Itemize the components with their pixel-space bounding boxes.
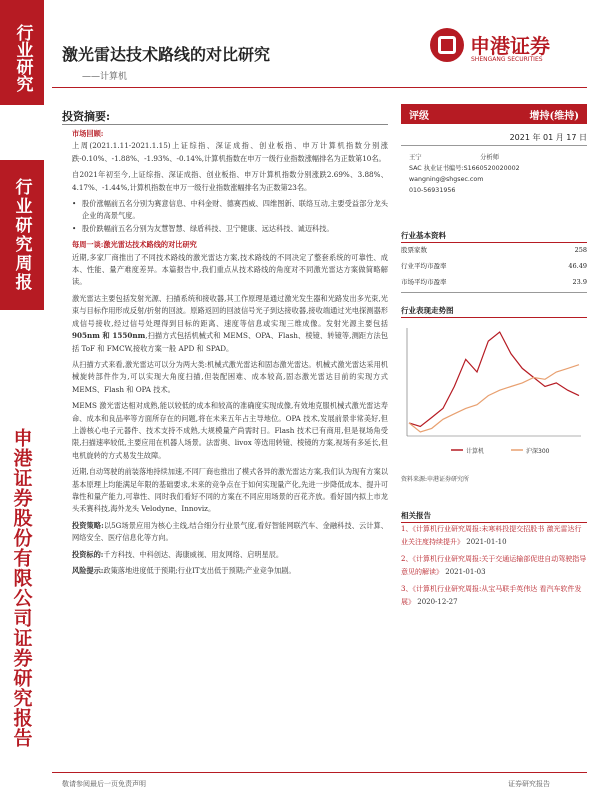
page-title: 激光雷达技术路线的对比研究 bbox=[62, 45, 271, 64]
legend-computer: 计算机 bbox=[466, 448, 485, 455]
sidebar-tag-weekly: 行业研究周报 bbox=[0, 160, 44, 310]
market-paragraph-2: 自2021年初至今,上证综指、深证成指、创业板指、申万计算机指数分别涨跌2.69%、3.88%、4.17%、-1.44%,计算机指数在申万一级行业指数涨幅排名为正数第23名。 bbox=[72, 170, 388, 192]
date-divider bbox=[401, 145, 587, 146]
rating-label: 评级 bbox=[409, 110, 429, 122]
industry-row: 市场平均市盈率 23.9 bbox=[401, 278, 587, 286]
related-report-item[interactable]: 1、《计算机行业研究周报:未寒料投提交招股书 激光雷达行业关注度持续提升》 2021-01-10 bbox=[401, 525, 582, 546]
summary-divider bbox=[62, 124, 388, 125]
analyst-info bbox=[409, 152, 585, 196]
summary-body bbox=[72, 128, 388, 577]
strategy-paragraph: 投资策略:以5G场景应用为核心主线,结合细分行业景气度,看好智能网联汽车、金融科技、云计算、网络安全、医疗信息化等方向。 bbox=[72, 520, 388, 543]
analyst-email[interactable]: wangning@shgsec.com bbox=[409, 176, 484, 183]
weekly-paragraph-1: 近期,多家厂商推出了不同技术路线的激光雷达方案,技术路线的不同决定了整套系统的可靠性、成本、性能、量产难度差异。本篇报告中,我们重点从技术路线的角度对不同激光雷达方案做简略解读。 bbox=[72, 252, 388, 287]
related-reports bbox=[401, 523, 587, 609]
related-report-item[interactable]: 3、《计算机行业研究周报:从宝马联手英伟达 看汽车软件发展》 2020-12-27 bbox=[401, 585, 582, 606]
logo-text-en: SHENGANG SECURITIES bbox=[471, 56, 543, 63]
legend-hs300: 沪深300 bbox=[526, 448, 550, 455]
analyst-sac: SAC 执业证书编号:S1660520020002 bbox=[409, 165, 520, 172]
targets-paragraph: 投资标的:千方科技、中科创达、海康威视、用友网络、启明星辰。 bbox=[72, 549, 284, 559]
footer-divider bbox=[52, 772, 587, 773]
industry-table bbox=[401, 242, 587, 290]
company-logo bbox=[430, 28, 580, 72]
series-line-hs300 bbox=[409, 365, 579, 432]
rating-value: 增持(维持) bbox=[529, 110, 579, 122]
industry-bottom-line bbox=[401, 292, 587, 293]
industry-heading: 行业基本资料 bbox=[401, 231, 446, 240]
analyst-role: 分析师 bbox=[480, 154, 499, 161]
logo-text-cn: 申港证券 bbox=[470, 34, 550, 58]
weekly-paragraph-3: 从扫描方式来看,激光雷达可以分为两大类:机械式激光雷达和固态激光雷达。机械式激光雷达采用机械旋转部件作为,可以实现大角度扫描,但装配困难、成本较高,固态激光雷达目前的实现方式 MEMS、Flash 和 OPA 技术。 bbox=[72, 359, 388, 394]
chart-legend bbox=[451, 447, 550, 455]
header-divider bbox=[52, 87, 587, 88]
industry-row: 行业平均市盈率 46.49 bbox=[401, 262, 587, 270]
related-report-item[interactable]: 2、《计算机行业研究周报:关于交通运输部促进自动驾驶指导意见的解读》 2021-01-03 bbox=[401, 555, 587, 576]
trend-heading: 行业表现走势图 bbox=[401, 306, 454, 315]
rating-bar bbox=[401, 104, 587, 124]
footer-disclaimer[interactable]: 敬请参阅最后一页免责声明 bbox=[62, 780, 146, 788]
weekly-paragraph-2: 激光雷达主要包括发射光源、扫描系统和接收器,其工作原理是通过激光发生器和光路发出多光束,光束与目标作用形成反射/折射的回波。原路返回的回波信号光子到达接收器,接收端通过光电探测器形成信号接收,经过信号处理得到目标的距离、速度等信息或实现三维成像。发射光源主要包括905nm 和 1550nm,扫描方式包括机械式和 MEMS、OPA、Flash、棱镜、转镜等,测距方法包括 ToF 和 FMCW,接收方案一般 APD 和 SPAD。 bbox=[72, 293, 388, 353]
report-date: 2021 年 01 月 17 日 bbox=[509, 133, 587, 142]
sidebar-company: 申港证券股份有限公司证券研究报告 bbox=[10, 428, 33, 748]
market-paragraph-1: 上周(2021.1.11-2021.1.15)上证综指、深证成指、创业板指、申万计算机指数分别涨跌-0.10%、-1.88%、-1.93%、-0.14%,计算机指数在申万一级行业指数涨幅排名为正数第10名。 bbox=[72, 141, 388, 163]
industry-row: 股票家数 258 bbox=[401, 246, 587, 254]
chart-source: 资料来源:申港证券研究所 bbox=[401, 476, 470, 483]
bullet-losers: • 股价跌幅前五名分别为友慧智慧、绿盾科技、卫宁健康、远达科技、诚迈科技。 bbox=[72, 223, 388, 235]
risk-paragraph: 风险提示:政策落地进度低于预期;行业IT支出低于预期;产业竞争加剧。 bbox=[72, 566, 296, 575]
sidebar-tag-industry: 行业研究 bbox=[0, 0, 44, 105]
weekly-paragraph-4: MEMS 激光雷达相对成熟,能以较低的成本和较高的准确度实现成像,有效地克服机械式激光雷达寿命、成本和良品率等方面所存在的问题,将在未来五年占主导地位。OPA 技术,发展前景非常美好,但上游核心电子元器件、技术支持不成熟,大规模量产尚需时日。Flash 技术已有商用,但是视场角受限,扫描速率较低,主要应用在机器人场景。法雷奥、livox 等选用转镜、棱镜的方案,视场有多延长,但电机旋转的方式易发生故障。 bbox=[72, 401, 388, 460]
summary-heading: 投资摘要: bbox=[62, 110, 111, 123]
series-line-computer bbox=[409, 332, 579, 427]
page-subtitle: ——计算机 bbox=[82, 72, 128, 82]
bullet-gainers: • 股价涨幅前五名分别为赛意信息、中科金财、德赛西威、四维图新、联络互动,主要受益部分龙头企业的高景气度。 bbox=[72, 198, 388, 223]
footer-label: 证券研究报告 bbox=[508, 780, 550, 788]
sidebar bbox=[0, 0, 44, 800]
analyst-name: 王宁 bbox=[409, 154, 422, 161]
trend-chart bbox=[401, 318, 587, 460]
weekly-paragraph-5: 近期,自动驾驶的前装落地持续加速,不同厂商也推出了模式各异的激光雷达方案,我们认为现有方案以基本原理上均能满足年限的基础要求,未来的竞争点在于如何实现量产化,先进一步降低成本、提升可靠性和量产能力,可靠性、同时我们看好不同的方案在不同应用场景的百花齐放。看好国内拟上市龙头禾赛科技,海外龙头 Velodyne、Innoviz。 bbox=[72, 467, 388, 514]
related-heading: 相关报告 bbox=[401, 511, 431, 520]
market-review-heading: 市场回顾: bbox=[72, 129, 104, 138]
weekly-heading: 每周一谈:激光雷达技术路线的对比研究 bbox=[72, 240, 197, 250]
analyst-phone: 010-56931956 bbox=[409, 187, 456, 194]
logo-mark-icon bbox=[430, 28, 464, 62]
chart-axis bbox=[407, 328, 581, 436]
